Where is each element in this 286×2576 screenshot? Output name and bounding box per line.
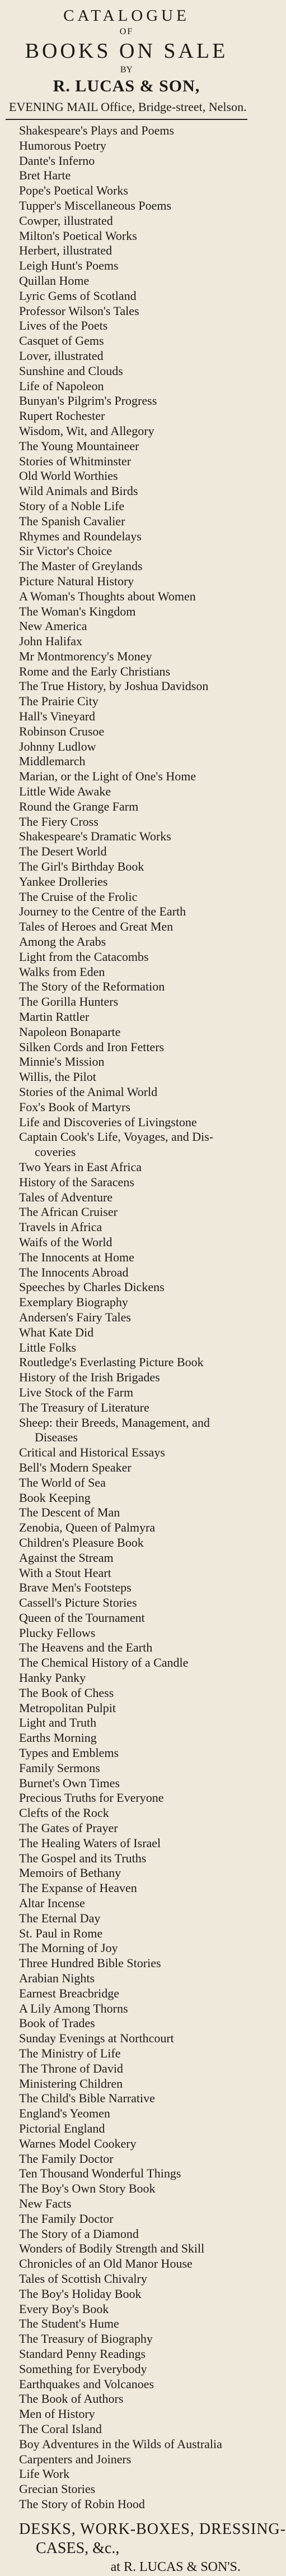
book-list-item: The Heavens and the Earth — [19, 1640, 153, 1655]
book-list-item: Walks from Eden — [19, 964, 105, 979]
book-list-item: Burnet's Own Times — [19, 1775, 120, 1790]
catalogue-heading: CATALOGUE — [63, 7, 190, 25]
book-list-item: The Innocents Abroad — [19, 1265, 129, 1279]
book-list-item: Metropolitan Pulpit — [19, 1700, 116, 1715]
book-list-item: New Facts — [19, 2196, 72, 2210]
book-list-item: The Master of Greylands — [19, 559, 143, 574]
book-list-item: Herbert, illustrated — [19, 243, 112, 258]
book-list-item: The Young Mountaineer — [19, 438, 139, 453]
book-list-item: Brave Men's Footsteps — [19, 1580, 132, 1595]
book-list-item: Yankee Drolleries — [19, 874, 108, 889]
book-list-item: The Gospel and its Truths — [19, 1851, 147, 1865]
book-list-item: The Spanish Cavalier — [19, 514, 125, 528]
book-list-item: The Family Doctor — [19, 2151, 114, 2166]
book-list-item: Captain Cook's Life, Voyages, and Dis- — [19, 1130, 214, 1144]
book-list-item: The Story of a Diamond — [19, 2226, 139, 2241]
book-list-item: The Child's Bible Narrative — [19, 2091, 155, 2106]
book-list-item: Grecian Stories — [19, 2482, 96, 2496]
book-list-item: The Prairie City — [19, 694, 99, 709]
book-list-item: Lover, illustrated — [19, 348, 104, 363]
book-list-item: Cassell's Picture Stories — [19, 1595, 137, 1610]
book-list-item: Something for Everybody — [19, 2361, 147, 2376]
footer-advert — [6, 2520, 286, 2576]
book-list-item: Ten Thousand Wonderful Things — [19, 2166, 181, 2181]
book-list-item: Bret Harte — [19, 168, 71, 183]
book-list-item: The African Cruiser — [19, 1205, 118, 1219]
book-list-item: Tupper's Miscellaneous Poems — [19, 198, 172, 212]
footer-line-cases: CASES, &c., — [36, 2539, 120, 2557]
book-list-item: The Desert World — [19, 844, 107, 859]
by-heading: BY — [120, 65, 133, 75]
header-rule — [6, 119, 247, 120]
book-list-item: Stories of Whitminster — [19, 454, 132, 468]
book-list-item: The Gates of Prayer — [19, 1821, 118, 1835]
book-list-item: A Lily Among Thorns — [19, 2001, 128, 2015]
book-list-item: England's Yeomen — [19, 2106, 110, 2121]
book-list-item: The Boy's Holiday Book — [19, 2286, 142, 2301]
book-list-item: The Book of Chess — [19, 1685, 114, 1700]
book-list-item: Johnny Ludlow — [19, 739, 96, 753]
book-list-item: Martin Rattler — [19, 1010, 90, 1024]
book-list-item: Cowper, illustrated — [19, 213, 113, 228]
book-list-item: Lyric Gems of Scotland — [19, 288, 137, 303]
book-list-item: A Woman's Thoughts about Women — [19, 589, 196, 603]
book-list-item: The Morning of Joy — [19, 1941, 118, 1955]
book-list-item: Napoleon Bonaparte — [19, 1024, 121, 1039]
book-list-item: Mr Montmorency's Money — [19, 649, 152, 663]
book-list-item: The Cruise of the Frolic — [19, 889, 138, 904]
book-list-item: The Treasury of Literature — [19, 1400, 149, 1414]
book-list-item: Wonders of Bodily Strength and Skill — [19, 2241, 205, 2256]
book-list-item: Life of Napoleon — [19, 378, 104, 393]
book-list-item: Rupert Rochester — [19, 409, 105, 423]
book-list-item: Light from the Catacombs — [19, 949, 149, 964]
book-list-item: Lives of the Poets — [19, 318, 108, 333]
book-list-item: Journey to the Centre of the Earth — [19, 904, 186, 919]
book-list-item: The Family Doctor — [19, 2211, 114, 2226]
book-list-item: With a Stout Heart — [19, 1565, 111, 1580]
book-list-item: Waifs of the World — [19, 1234, 112, 1249]
seller-address: EVENING MAIL Office, Bridge-street, Nelson. — [9, 100, 247, 114]
book-list-item: St. Paul in Rome — [19, 1926, 103, 1940]
book-list-item: The Treasury of Biography — [19, 2332, 153, 2346]
book-list-item: Standard Penny Readings — [19, 2346, 146, 2361]
book-list-item: The Ministry of Life — [19, 2046, 121, 2060]
book-list-item: Chronicles of an Old Manor House — [19, 2256, 193, 2271]
book-list-item: Professor Wilson's Tales — [19, 303, 139, 318]
book-list-item: Life Work — [19, 2467, 70, 2481]
book-list-item: Warnes Model Cookery — [19, 2136, 137, 2150]
book-list-item: Tales of Heroes and Great Men — [19, 919, 174, 934]
books-on-sale-heading: BOOKS ON SALE — [25, 39, 228, 63]
book-list-item: Bunyan's Pilgrim's Progress — [19, 394, 157, 408]
book-list-item: Hanky Panky — [19, 1671, 86, 1685]
book-list-item: Boy Adventures in the Wilds of Australia — [19, 2436, 222, 2451]
seller-name: R. LUCAS & SON, — [53, 77, 200, 95]
book-list-item: Little Wide Awake — [19, 784, 111, 799]
book-list-item: Carpenters and Joiners — [19, 2452, 132, 2466]
book-list-item: Quillan Home — [19, 273, 90, 288]
book-list-item: Tales of Adventure — [19, 1190, 113, 1204]
footer-line-desks: DESKS, WORK-BOXES, DRESSING- — [19, 2520, 286, 2538]
book-list-item: Against the Stream — [19, 1550, 114, 1565]
book-list-item: Pope's Poetical Works — [19, 183, 128, 198]
book-list-item: Every Boy's Book — [19, 2301, 109, 2316]
book-list-item: The Chemical History of a Candle — [19, 1655, 189, 1670]
book-list-item: Clefts of the Rock — [19, 1806, 109, 1820]
book-list-item: John Halifax — [19, 634, 83, 649]
book-list-item: Memoirs of Bethany — [19, 1866, 121, 1880]
book-list-item: Casquet of Gems — [19, 334, 104, 348]
book-list-item: The Eternal Day — [19, 1911, 101, 1925]
book-list-item: The Innocents at Home — [19, 1250, 134, 1264]
book-list-item: Shakespeare's Dramatic Works — [19, 829, 171, 844]
book-list-item: Sunday Evenings at Northcourt — [19, 2031, 174, 2046]
book-list-item: The Descent of Man — [19, 1505, 120, 1520]
book-list-item: Exemplary Biography — [19, 1295, 128, 1310]
book-list-item: Wisdom, Wit, and Allegory — [19, 423, 154, 438]
book-list-item: Routledge's Everlasting Picture Book — [19, 1355, 204, 1370]
book-list-item: Live Stock of the Farm — [19, 1385, 134, 1399]
book-list-item: Sir Victor's Choice — [19, 544, 112, 558]
book-list-item: Stories of the Animal World — [19, 1085, 158, 1099]
book-list-item: The Fiery Cross — [19, 814, 99, 829]
book-list-item: The Woman's Kingdom — [19, 604, 136, 618]
book-list-item: Bell's Modern Speaker — [19, 1460, 132, 1474]
book-list-item: Two Years in East Africa — [19, 1159, 142, 1174]
book-list-item: Light and Truth — [19, 1715, 97, 1730]
book-list-item: Ministering Children — [19, 2076, 123, 2091]
book-list-item: Three Hundred Bible Stories — [19, 1956, 161, 1971]
book-list-item: Milton's Poetical Works — [19, 228, 137, 243]
book-list-item: Earthquakes and Volcanoes — [19, 2376, 154, 2391]
footer-line-seller: at R. LUCAS & SON'S. — [110, 2559, 241, 2574]
book-list-item: Minnie's Mission — [19, 1055, 105, 1069]
book-list-item: Humorous Poetry — [19, 138, 106, 152]
book-list — [6, 123, 247, 2512]
book-list-item: Family Sermons — [19, 1760, 100, 1775]
book-list-item: Picture Natural History — [19, 574, 134, 588]
book-list-item: Marian, or the Light of One's Home — [19, 769, 196, 784]
book-list-item: Children's Pleasure Book — [19, 1535, 144, 1550]
book-list-item: Willis, the Pilot — [19, 1070, 96, 1084]
book-list-item: Queen of the Tournament — [19, 1610, 145, 1625]
book-list-item: Types and Emblems — [19, 1746, 119, 1760]
book-list-item: The Story of Robin Hood — [19, 2496, 145, 2511]
book-list-item: Diseases — [35, 1430, 78, 1445]
book-list-item: Leigh Hunt's Poems — [19, 258, 119, 273]
book-list-item: Zenobia, Queen of Palmyra — [19, 1520, 156, 1535]
book-list-item: Pictorial England — [19, 2121, 105, 2135]
book-list-item: Sheep: their Breeds, Management, and — [19, 1415, 210, 1430]
book-list-item: History of the Irish Brigades — [19, 1370, 160, 1385]
book-list-item: Middlemarch — [19, 754, 86, 769]
book-list-item: The Healing Waters of Israel — [19, 1835, 161, 1850]
book-list-item: Dante's Inferno — [19, 153, 95, 168]
book-list-item: The Boy's Own Story Book — [19, 2181, 156, 2196]
book-list-item: The Student's Hume — [19, 2316, 119, 2331]
book-list-item: The Book of Authors — [19, 2392, 124, 2406]
book-list-item: Critical and Historical Essays — [19, 1445, 165, 1460]
book-list-item: Rhymes and Roundelays — [19, 529, 142, 543]
book-list-item: Among the Arabs — [19, 935, 106, 949]
book-list-item: The Story of the Reformation — [19, 979, 165, 994]
book-list-item: Wild Animals and Birds — [19, 484, 138, 498]
book-list-item: Travels in Africa — [19, 1220, 102, 1234]
book-list-item: The Throne of David — [19, 2061, 123, 2075]
book-list-item: New America — [19, 619, 87, 633]
book-list-item: Story of a Noble Life — [19, 498, 125, 513]
book-list-item: coveries — [35, 1145, 76, 1159]
book-list-item: History of the Saracens — [19, 1174, 134, 1189]
book-list-item: Altar Incense — [19, 1896, 85, 1911]
book-list-item: What Kate Did — [19, 1325, 94, 1339]
book-list-item: The Girl's Birthday Book — [19, 859, 144, 874]
book-list-item: Plucky Fellows — [19, 1625, 96, 1640]
book-list-item: Arabian Nights — [19, 1971, 95, 1986]
book-list-item: Old World Worthies — [19, 469, 118, 483]
book-list-item: Tales of Scottish Chivalry — [19, 2271, 147, 2286]
book-list-item: Sunshine and Clouds — [19, 363, 123, 378]
of-heading: OF — [119, 27, 134, 36]
book-list-item: Rome and the Early Christians — [19, 664, 171, 678]
book-list-item: Men of History — [19, 2407, 95, 2421]
book-list-item: Earnest Breacbridge — [19, 1986, 119, 2000]
book-list-item: Robinson Crusoe — [19, 724, 105, 738]
book-list-item: Book of Trades — [19, 2016, 95, 2031]
book-list-item: Life and Discoveries of Livingstone — [19, 1114, 197, 1129]
book-list-item: Andersen's Fairy Tales — [19, 1310, 131, 1324]
book-list-item: The Expanse of Heaven — [19, 1881, 137, 1895]
book-list-item: The Coral Island — [19, 2421, 102, 2436]
book-list-item: Silken Cords and Iron Fetters — [19, 1039, 165, 1054]
book-list-item: Round the Grange Farm — [19, 799, 139, 813]
book-list-item: Hall's Vineyard — [19, 709, 96, 724]
book-list-item: Earths Morning — [19, 1731, 97, 1745]
book-list-item: Book Keeping — [19, 1490, 91, 1505]
book-list-item: Fox's Book of Martyrs — [19, 1099, 130, 1114]
book-list-item: Speeches by Charles Dickens — [19, 1280, 165, 1294]
book-list-item: Precious Truths for Everyone — [19, 1791, 164, 1805]
book-list-item: The World of Sea — [19, 1475, 106, 1490]
book-list-item: Shakespeare's Plays and Poems — [19, 123, 175, 137]
book-list-item: The Gorilla Hunters — [19, 995, 119, 1009]
book-list-item: The True History, by Joshua Davidson — [19, 679, 209, 693]
book-list-item: Little Folks — [19, 1340, 77, 1354]
